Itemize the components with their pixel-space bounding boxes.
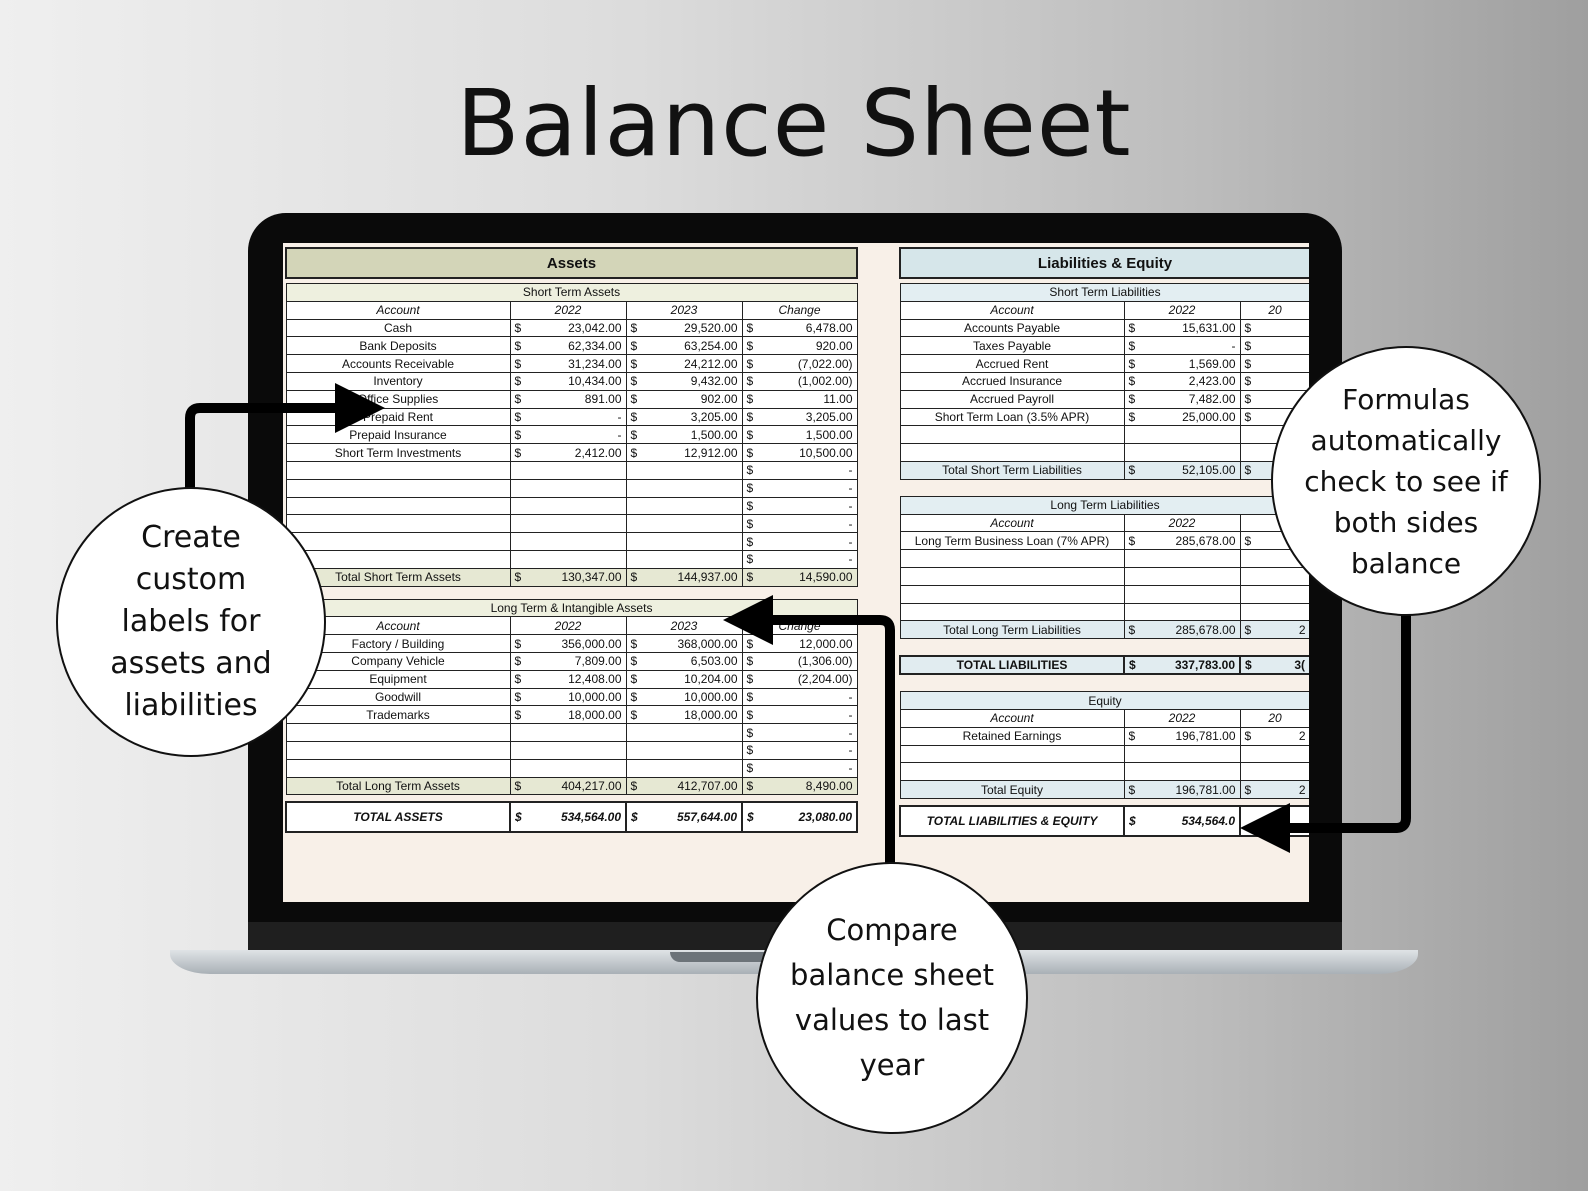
change-cell[interactable]: $ (1,306.00) [742, 652, 857, 670]
value-cell[interactable]: $ 2,412.00 [510, 444, 626, 462]
change-cell[interactable]: $ 11.00 [742, 390, 857, 408]
total-assets-value[interactable]: $ 23,080.00 [742, 802, 857, 832]
account-name[interactable]: Factory / Building [286, 635, 510, 653]
total-label[interactable]: Total Short Term Assets [286, 568, 510, 586]
value-cell[interactable]: $ 902.00 [626, 390, 742, 408]
value-cell[interactable]: $ 2,423.00 [1124, 372, 1240, 390]
account-name[interactable]: Inventory [286, 372, 510, 390]
change-cell[interactable]: $ - [742, 724, 857, 742]
arrow-bottom [748, 620, 890, 865]
total-liabilities-label[interactable]: TOTAL LIABILITIES [900, 656, 1124, 674]
value-cell[interactable]: $ 7,809.00 [510, 652, 626, 670]
total-liab-equity-label[interactable]: TOTAL LIABILITIES & EQUITY [900, 806, 1124, 836]
change-cell[interactable]: $ (7,022.00) [742, 355, 857, 373]
change-cell[interactable]: $ 3,205.00 [742, 408, 857, 426]
callout-custom-labels [56, 487, 326, 757]
account-name[interactable]: Equipment [286, 670, 510, 688]
total-label[interactable]: Total Long Term Assets [286, 777, 510, 795]
account-name[interactable]: Office Supplies [286, 390, 510, 408]
column-header[interactable]: 2023 [626, 617, 742, 635]
equity-title[interactable]: Equity [900, 692, 1309, 710]
callout-formulas [1271, 346, 1541, 616]
value-cell[interactable]: $ 10,000.00 [510, 688, 626, 706]
value-cell[interactable]: $ 62,334.00 [510, 337, 626, 355]
total-value[interactable]: $ 412,707.00 [626, 777, 742, 795]
column-header[interactable]: Change [742, 301, 857, 319]
change-cell[interactable]: $ - [742, 479, 857, 497]
value-cell[interactable]: $ 196,781.00 [1124, 727, 1240, 745]
arrow-right [1265, 615, 1406, 828]
change-cell[interactable]: $ - [742, 497, 857, 515]
value-cell[interactable]: $ - [510, 426, 626, 444]
total-label[interactable]: Total Equity [900, 781, 1124, 799]
column-header[interactable]: 2023 [626, 301, 742, 319]
value-cell-2023: $ [1240, 408, 1309, 426]
change-cell[interactable]: $ 6,478.00 [742, 319, 857, 337]
value-cell[interactable]: $ 25,000.00 [1124, 408, 1240, 426]
value-cell-2023: $ [1240, 390, 1309, 408]
column-header[interactable]: 2022 [1124, 514, 1240, 532]
column-header[interactable]: 2022 [1124, 709, 1240, 727]
callout-left-text: Create custom labels for assets and liabilities [110, 520, 272, 723]
column-header[interactable]: Account [286, 301, 510, 319]
value-cell[interactable]: $ 23,042.00 [510, 319, 626, 337]
callout-bottom-text: Compare balance sheet values to last year [790, 913, 994, 1082]
value-cell[interactable]: $ 10,434.00 [510, 372, 626, 390]
page-title: Balance Sheet [456, 70, 1132, 177]
account-name[interactable]: Goodwill [286, 688, 510, 706]
total-label[interactable]: Total Long Term Liabilities [900, 621, 1124, 639]
total-assets-value[interactable]: $ 557,644.00 [626, 802, 742, 832]
arrow-left [190, 408, 360, 490]
liabilities-title[interactable]: Liabilities & Equity [900, 248, 1309, 278]
value-cell[interactable]: $ 29,520.00 [626, 319, 742, 337]
total-value[interactable]: $ 14,590.00 [742, 568, 857, 586]
column-header[interactable]: Account [900, 514, 1124, 532]
account-name[interactable]: Long Term Business Loan (7% APR) [900, 532, 1124, 550]
change-cell[interactable]: $ 920.00 [742, 337, 857, 355]
change-cell[interactable]: $ - [742, 741, 857, 759]
change-cell[interactable]: $ 12,000.00 [742, 635, 857, 653]
change-cell[interactable]: $ - [742, 515, 857, 533]
total-liabilities-value[interactable]: $ 337,783.00 [1124, 656, 1240, 674]
value-cell[interactable]: $ 285,678.00 [1124, 532, 1240, 550]
value-cell[interactable]: $ 12,408.00 [510, 670, 626, 688]
value-cell[interactable]: $ 63,254.00 [626, 337, 742, 355]
column-header[interactable]: 20 [1240, 301, 1309, 319]
value-cell[interactable]: $ 368,000.00 [626, 635, 742, 653]
value-cell[interactable]: $ 7,482.00 [1124, 390, 1240, 408]
account-name[interactable]: Short Term Loan (3.5% APR) [900, 408, 1124, 426]
value-cell-2023: $ [1240, 355, 1309, 373]
column-header[interactable]: 20 [1240, 709, 1309, 727]
total-value[interactable]: $ 52,105.00 [1124, 461, 1240, 479]
value-cell-2023: $ [1240, 319, 1309, 337]
value-cell[interactable]: $ 18,000.00 [510, 706, 626, 724]
value-cell[interactable]: $ 1,569.00 [1124, 355, 1240, 373]
account-name[interactable]: Retained Earnings [900, 727, 1124, 745]
total-value[interactable]: $ 8,490.00 [742, 777, 857, 795]
account-name[interactable]: Taxes Payable [900, 337, 1124, 355]
change-cell[interactable]: $ (2,204.00) [742, 670, 857, 688]
account-name[interactable]: Accounts Payable [900, 319, 1124, 337]
account-name[interactable]: Accrued Payroll [900, 390, 1124, 408]
account-name[interactable]: Company Vehicle [286, 652, 510, 670]
total-label[interactable]: Total Short Term Liabilities [900, 461, 1124, 479]
change-cell[interactable]: $ - [742, 706, 857, 724]
short_term-title[interactable]: Short Term Liabilities [900, 284, 1309, 302]
value-cell[interactable]: $ 24,212.00 [626, 355, 742, 373]
column-header[interactable]: Change [742, 617, 857, 635]
change-cell[interactable]: $ - [742, 688, 857, 706]
account-name[interactable]: Short Term Investments [286, 444, 510, 462]
value-cell[interactable]: $ 1,500.00 [626, 426, 742, 444]
account-name[interactable]: Accounts Receivable [286, 355, 510, 373]
account-name[interactable]: Trademarks [286, 706, 510, 724]
change-cell[interactable]: $ - [742, 550, 857, 568]
change-cell[interactable]: $ (1,002.00) [742, 372, 857, 390]
column-header[interactable]: Account [286, 617, 510, 635]
account-name[interactable]: Accrued Insurance [900, 372, 1124, 390]
value-cell[interactable]: $ 356,000.00 [510, 635, 626, 653]
value-cell[interactable]: $ 12,912.00 [626, 444, 742, 462]
change-cell[interactable]: $ 10,500.00 [742, 444, 857, 462]
change-cell[interactable]: $ - [742, 759, 857, 777]
column-header[interactable]: Account [900, 709, 1124, 727]
total-value[interactable]: $ 285,678.00 [1124, 621, 1240, 639]
account-name[interactable]: Accrued Rent [900, 355, 1124, 373]
total-value[interactable]: $ 2 [1240, 621, 1309, 639]
callout-right-text: Formulas automatically check to see if both sides balance [1304, 382, 1508, 580]
column-header[interactable]: 2022 [510, 617, 626, 635]
total-liabilities-value[interactable]: $ 3( [1240, 656, 1309, 674]
column-header[interactable]: 2022 [1124, 301, 1240, 319]
value-cell[interactable]: $ 15,631.00 [1124, 319, 1240, 337]
value-cell-2023: $ [1240, 532, 1309, 550]
value-cell[interactable]: $ 6,503.00 [626, 652, 742, 670]
account-name[interactable]: Prepaid Rent [286, 408, 510, 426]
change-cell[interactable]: $ 1,500.00 [742, 426, 857, 444]
value-cell[interactable]: $ 10,204.00 [626, 670, 742, 688]
short_term-title[interactable]: Short Term Assets [286, 284, 857, 302]
value-cell[interactable]: $ - [1124, 337, 1240, 355]
value-cell[interactable]: $ 891.00 [510, 390, 626, 408]
account-name[interactable]: Prepaid Insurance [286, 426, 510, 444]
account-name[interactable]: Bank Deposits [286, 337, 510, 355]
value-cell[interactable]: $ 18,000.00 [626, 706, 742, 724]
change-cell[interactable]: $ - [742, 533, 857, 551]
total-value[interactable]: $ 196,781.00 [1124, 781, 1240, 799]
assets-title[interactable]: Assets [286, 248, 857, 278]
account-name[interactable]: Cash [286, 319, 510, 337]
value-cell[interactable]: $ 10,000.00 [626, 688, 742, 706]
value-cell[interactable]: $ - [510, 408, 626, 426]
total-value[interactable]: $ 144,937.00 [626, 568, 742, 586]
callout-compare [756, 862, 1028, 1134]
value-cell[interactable]: $ 3,205.00 [626, 408, 742, 426]
total-assets-value[interactable]: $ 534,564.00 [510, 802, 626, 832]
total-value[interactable]: $ 404,217.00 [510, 777, 626, 795]
value-cell-2023: $ [1240, 337, 1309, 355]
long_term-title[interactable]: Long Term & Intangible Assets [286, 599, 857, 617]
column-header[interactable]: 2022 [510, 301, 626, 319]
value-cell-2023: $ [1240, 372, 1309, 390]
value-cell[interactable]: $ 2 [1240, 727, 1309, 745]
long_term-title[interactable]: Long Term Liabilities [900, 496, 1309, 514]
total-value-2023: $ [1240, 461, 1309, 479]
total-liab-equity-value[interactable]: $ 534,564.0 [1124, 806, 1240, 836]
value-cell[interactable]: $ 9,432.00 [626, 372, 742, 390]
column-header[interactable]: Account [900, 301, 1124, 319]
total-assets-label[interactable]: TOTAL ASSETS [286, 802, 510, 832]
value-cell[interactable]: $ 31,234.00 [510, 355, 626, 373]
total-value[interactable]: $ 130,347.00 [510, 568, 626, 586]
total-value[interactable]: $ 2 [1240, 781, 1309, 799]
change-cell[interactable]: $ - [742, 461, 857, 479]
